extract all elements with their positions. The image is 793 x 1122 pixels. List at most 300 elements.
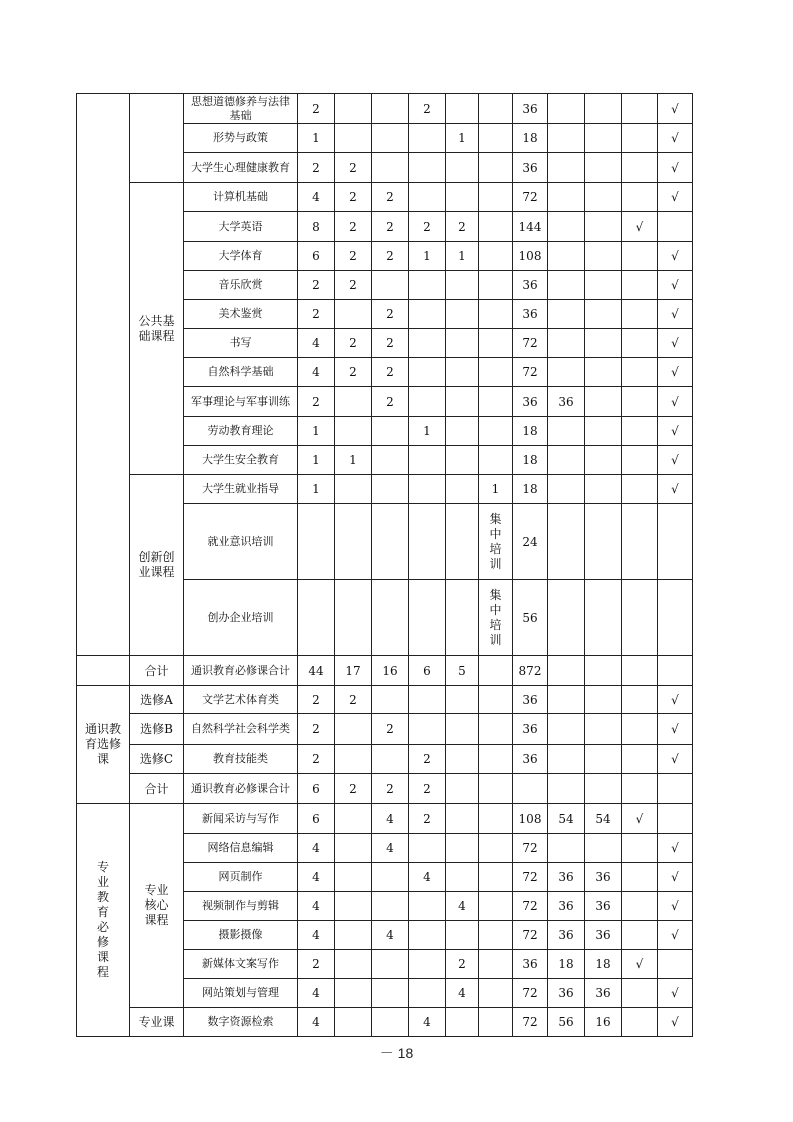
sem6-vertical-text: 集中培训 xyxy=(489,511,502,571)
sem3-hours-cell xyxy=(409,892,446,921)
assessment-mark-cell: √ xyxy=(658,745,693,774)
sem6-vertical-text: 集中培训 xyxy=(489,587,502,647)
exam-mark-cell xyxy=(622,1008,658,1037)
table-row xyxy=(77,804,693,834)
total-hours-cell: 36 xyxy=(513,153,548,183)
total-hours-cell: 72 xyxy=(513,834,548,863)
professional-core-label: 专业核心课程 xyxy=(144,883,169,927)
total-hours-cell: 36 xyxy=(513,271,548,300)
credits-cell: 1 xyxy=(298,446,335,475)
sem2-hours-cell: 2 xyxy=(372,714,409,745)
assessment-mark-cell: √ xyxy=(658,921,693,950)
sem2-hours-cell xyxy=(372,124,409,153)
theory-hours-cell: 36 xyxy=(548,863,585,892)
credits-cell: 8 xyxy=(298,212,335,242)
sem1-hours-cell xyxy=(335,950,372,979)
sem1-hours-cell xyxy=(335,124,372,153)
credits-cell xyxy=(298,580,335,656)
theory-hours-cell xyxy=(548,475,585,504)
theory-hours-cell: 18 xyxy=(548,950,585,979)
sem4-hours-cell xyxy=(446,329,479,358)
course-name-cell: 文学艺术体育类 xyxy=(184,686,298,714)
total-hours-cell: 18 xyxy=(513,124,548,153)
sem2-hours-cell xyxy=(372,686,409,714)
sem1-hours-cell xyxy=(335,714,372,745)
practice-hours-cell xyxy=(585,774,622,804)
sem3-hours-cell xyxy=(409,271,446,300)
sem3-hours-cell xyxy=(409,300,446,329)
sem5-hours-cell xyxy=(479,212,513,242)
sem1-hours-cell: 2 xyxy=(335,329,372,358)
practice-hours-cell: 18 xyxy=(585,950,622,979)
assessment-mark-cell xyxy=(658,580,693,656)
assessment-mark-cell: √ xyxy=(658,183,693,212)
category-general-elective xyxy=(77,686,130,804)
assessment-mark-cell xyxy=(658,774,693,804)
sem2-hours-cell: 2 xyxy=(372,329,409,358)
sem1-hours-cell: 1 xyxy=(335,446,372,475)
sem5-hours-cell xyxy=(479,153,513,183)
credits-cell: 4 xyxy=(298,1008,335,1037)
sem5-hours-cell xyxy=(479,834,513,863)
total-hours-cell: 18 xyxy=(513,475,548,504)
sem5-hours-cell xyxy=(479,714,513,745)
theory-hours-cell: 36 xyxy=(548,979,585,1008)
theory-hours-cell: 36 xyxy=(548,892,585,921)
exam-mark-cell xyxy=(622,94,658,124)
assessment-mark-cell: √ xyxy=(658,863,693,892)
assessment-mark-cell xyxy=(658,212,693,242)
course-name-cell: 自然科学基础 xyxy=(184,358,298,387)
sem5-hours-cell xyxy=(479,1008,513,1037)
sem5-hours-cell xyxy=(479,446,513,475)
table-row xyxy=(77,94,693,124)
sem3-hours-cell: 1 xyxy=(409,417,446,446)
exam-mark-cell xyxy=(622,124,658,153)
sem5-hours-cell xyxy=(479,892,513,921)
exam-mark-cell xyxy=(622,358,658,387)
practice-hours-cell xyxy=(585,358,622,387)
sem1-hours-cell xyxy=(335,504,372,580)
course-name-cell: 创办企业培训 xyxy=(184,580,298,656)
sem2-hours-cell: 2 xyxy=(372,183,409,212)
sem3-hours-cell xyxy=(409,714,446,745)
sem3-hours-cell xyxy=(409,475,446,504)
table-row xyxy=(77,1008,693,1037)
sem3-hours-cell xyxy=(409,921,446,950)
credits-cell: 2 xyxy=(298,745,335,774)
sem3-hours-cell xyxy=(409,358,446,387)
total-hours-cell: 108 xyxy=(513,804,548,834)
sem2-hours-cell: 2 xyxy=(372,300,409,329)
exam-mark-cell xyxy=(622,387,658,417)
assessment-mark-cell: √ xyxy=(658,271,693,300)
credits-cell: 4 xyxy=(298,863,335,892)
sem4-hours-cell xyxy=(446,183,479,212)
sem4-hours-cell xyxy=(446,745,479,774)
credits-cell: 4 xyxy=(298,892,335,921)
sem3-hours-cell xyxy=(409,504,446,580)
theory-hours-cell xyxy=(548,774,585,804)
theory-hours-cell xyxy=(548,242,585,271)
credits-cell: 2 xyxy=(298,950,335,979)
subcategory-public-basic xyxy=(130,183,184,475)
exam-mark-cell xyxy=(622,417,658,446)
assessment-mark-cell: √ xyxy=(658,242,693,271)
credits-cell: 2 xyxy=(298,387,335,417)
sem4-hours-cell xyxy=(446,863,479,892)
assessment-mark-cell: √ xyxy=(658,686,693,714)
total-hours-cell: 36 xyxy=(513,686,548,714)
practice-hours-cell xyxy=(585,183,622,212)
practice-hours-cell xyxy=(585,417,622,446)
sem1-hours-cell xyxy=(335,921,372,950)
exam-mark-cell xyxy=(622,446,658,475)
exam-mark-cell xyxy=(622,774,658,804)
practice-hours-cell xyxy=(585,271,622,300)
sem5-hours-cell xyxy=(479,417,513,446)
theory-hours-cell xyxy=(548,212,585,242)
theory-hours-cell xyxy=(548,580,585,656)
sem1-hours-cell: 2 xyxy=(335,242,372,271)
sem5-hours-cell xyxy=(479,921,513,950)
exam-mark-cell: √ xyxy=(622,212,658,242)
course-name-cell: 新闻采访与写作 xyxy=(184,804,298,834)
sem4-hours-cell xyxy=(446,153,479,183)
practice-hours-cell xyxy=(585,300,622,329)
curriculum-table xyxy=(76,93,693,1037)
sem1-hours-cell xyxy=(335,417,372,446)
sem4-hours-cell xyxy=(446,834,479,863)
sem4-hours-cell: 4 xyxy=(446,979,479,1008)
sem4-hours-cell xyxy=(446,271,479,300)
course-name-cell: 网络信息编辑 xyxy=(184,834,298,863)
total-hours-cell: 36 xyxy=(513,745,548,774)
practice-hours-cell xyxy=(585,686,622,714)
sem3-hours-cell: 4 xyxy=(409,1008,446,1037)
course-name-cell: 思想道德修养与法律基础 xyxy=(184,94,298,124)
table-row xyxy=(77,656,693,686)
theory-hours-cell xyxy=(548,271,585,300)
sem4-hours-cell xyxy=(446,921,479,950)
total-hours-cell: 36 xyxy=(513,94,548,124)
assessment-mark-cell: √ xyxy=(658,329,693,358)
practice-hours-cell xyxy=(585,242,622,271)
exam-mark-cell xyxy=(622,271,658,300)
course-name-cell: 数字资源检索 xyxy=(184,1008,298,1037)
course-name-cell: 教育技能类 xyxy=(184,745,298,774)
practice-hours-cell xyxy=(585,94,622,124)
table-row xyxy=(77,475,693,504)
sem3-hours-cell xyxy=(409,183,446,212)
assessment-mark-cell xyxy=(658,656,693,686)
sem5-hours-cell xyxy=(479,183,513,212)
course-name-cell: 美术鉴赏 xyxy=(184,300,298,329)
sem2-hours-cell xyxy=(372,863,409,892)
sem2-hours-cell xyxy=(372,153,409,183)
sem5-hours-cell xyxy=(479,686,513,714)
credits-cell: 1 xyxy=(298,417,335,446)
sem1-hours-cell xyxy=(335,863,372,892)
assessment-mark-cell xyxy=(658,804,693,834)
subcategory-elective-b: 选修B xyxy=(130,714,184,745)
credits-cell: 2 xyxy=(298,300,335,329)
sem5-hours-cell xyxy=(479,271,513,300)
assessment-mark-cell: √ xyxy=(658,387,693,417)
sem5-hours-cell xyxy=(479,580,513,656)
sem1-hours-cell: 2 xyxy=(335,271,372,300)
course-name-cell: 计算机基础 xyxy=(184,183,298,212)
total-hours-cell: 72 xyxy=(513,892,548,921)
subcategory-elective-a: 选修A xyxy=(130,686,184,714)
assessment-mark-cell: √ xyxy=(658,94,693,124)
practice-hours-cell xyxy=(585,714,622,745)
sem3-hours-cell xyxy=(409,124,446,153)
course-name-cell: 大学生就业指导 xyxy=(184,475,298,504)
sem4-hours-cell xyxy=(446,300,479,329)
general-elective-label: 通识教育选修课 xyxy=(84,722,121,766)
sem3-hours-cell xyxy=(409,950,446,979)
subcategory-professional-course: 专业课 xyxy=(130,1008,184,1037)
theory-hours-cell xyxy=(548,745,585,774)
sem1-hours-cell: 2 xyxy=(335,358,372,387)
assessment-mark-cell: √ xyxy=(658,417,693,446)
sem3-hours-cell: 2 xyxy=(409,774,446,804)
sem2-hours-cell xyxy=(372,446,409,475)
practice-hours-cell xyxy=(585,580,622,656)
sem3-hours-cell xyxy=(409,580,446,656)
sem5-hours-cell xyxy=(479,124,513,153)
professional-required-label: 专业教育必修课程 xyxy=(97,860,110,979)
sem1-hours-cell xyxy=(335,979,372,1008)
sem3-hours-cell: 6 xyxy=(409,656,446,686)
assessment-mark-cell: √ xyxy=(658,124,693,153)
subcategory-innovation xyxy=(130,475,184,656)
exam-mark-cell xyxy=(622,892,658,921)
sem1-hours-cell: 2 xyxy=(335,212,372,242)
sem1-hours-cell xyxy=(335,804,372,834)
practice-hours-cell xyxy=(585,124,622,153)
exam-mark-cell xyxy=(622,863,658,892)
sem2-hours-cell: 4 xyxy=(372,834,409,863)
exam-mark-cell xyxy=(622,504,658,580)
total-hours-cell: 56 xyxy=(513,580,548,656)
theory-hours-cell xyxy=(548,417,585,446)
sem5-hours-cell xyxy=(479,979,513,1008)
course-name-cell: 大学英语 xyxy=(184,212,298,242)
sem5-hours-cell xyxy=(479,745,513,774)
course-name-cell: 大学生安全教育 xyxy=(184,446,298,475)
sem1-hours-cell: 2 xyxy=(335,153,372,183)
sem5-hours-cell xyxy=(479,774,513,804)
sem4-hours-cell xyxy=(446,580,479,656)
subcategory-total-1: 合计 xyxy=(130,656,184,686)
sem3-hours-cell: 2 xyxy=(409,212,446,242)
innovation-label: 创新创业课程 xyxy=(138,550,175,579)
practice-hours-cell xyxy=(585,475,622,504)
theory-hours-cell: 36 xyxy=(548,921,585,950)
credits-cell: 2 xyxy=(298,686,335,714)
exam-mark-cell xyxy=(622,153,658,183)
course-name-cell: 新媒体文案写作 xyxy=(184,950,298,979)
sem4-hours-cell xyxy=(446,387,479,417)
theory-hours-cell xyxy=(548,153,585,183)
sem3-hours-cell: 2 xyxy=(409,94,446,124)
sem2-hours-cell: 2 xyxy=(372,212,409,242)
credits-cell: 1 xyxy=(298,124,335,153)
sem4-hours-cell: 1 xyxy=(446,124,479,153)
practice-hours-cell xyxy=(585,834,622,863)
theory-hours-cell xyxy=(548,686,585,714)
total-hours-cell: 72 xyxy=(513,358,548,387)
exam-mark-cell xyxy=(622,714,658,745)
exam-mark-cell xyxy=(622,300,658,329)
theory-hours-cell xyxy=(548,358,585,387)
sem2-hours-cell: 16 xyxy=(372,656,409,686)
sem4-hours-cell xyxy=(446,774,479,804)
practice-hours-cell xyxy=(585,656,622,686)
credits-cell: 6 xyxy=(298,774,335,804)
sem3-hours-cell xyxy=(409,446,446,475)
course-name-cell: 通识教育必修课合计 xyxy=(184,774,298,804)
assessment-mark-cell: √ xyxy=(658,475,693,504)
sem4-hours-cell xyxy=(446,358,479,387)
sem1-hours-cell xyxy=(335,580,372,656)
sem5-hours-cell xyxy=(479,358,513,387)
total-hours-cell: 144 xyxy=(513,212,548,242)
theory-hours-cell xyxy=(548,834,585,863)
public-basic-label: 公共基础课程 xyxy=(138,313,175,343)
course-name-cell: 就业意识培训 xyxy=(184,504,298,580)
total-hours-cell: 72 xyxy=(513,863,548,892)
sem5-hours-cell xyxy=(479,300,513,329)
theory-hours-cell xyxy=(548,94,585,124)
sem1-hours-cell: 2 xyxy=(335,183,372,212)
exam-mark-cell: √ xyxy=(622,804,658,834)
sem1-hours-cell xyxy=(335,94,372,124)
theory-hours-cell xyxy=(548,446,585,475)
sem4-hours-cell: 1 xyxy=(446,242,479,271)
exam-mark-cell xyxy=(622,580,658,656)
sem1-hours-cell xyxy=(335,1008,372,1037)
total-hours-cell: 24 xyxy=(513,504,548,580)
category-professional-required xyxy=(77,804,130,1037)
sem2-hours-cell: 2 xyxy=(372,387,409,417)
credits-cell: 44 xyxy=(298,656,335,686)
course-name-cell: 大学体育 xyxy=(184,242,298,271)
category-cell-empty-2 xyxy=(77,656,130,686)
sem1-hours-cell: 2 xyxy=(335,774,372,804)
credits-cell xyxy=(298,504,335,580)
sem2-hours-cell xyxy=(372,271,409,300)
practice-hours-cell: 36 xyxy=(585,892,622,921)
exam-mark-cell xyxy=(622,183,658,212)
sem2-hours-cell xyxy=(372,475,409,504)
total-hours-cell: 18 xyxy=(513,417,548,446)
sem3-hours-cell: 1 xyxy=(409,242,446,271)
credits-cell: 4 xyxy=(298,921,335,950)
total-hours-cell: 72 xyxy=(513,183,548,212)
course-name-cell: 形势与政策 xyxy=(184,124,298,153)
sem3-hours-cell xyxy=(409,153,446,183)
total-hours-cell: 72 xyxy=(513,921,548,950)
sem4-hours-cell xyxy=(446,94,479,124)
sem2-hours-cell xyxy=(372,950,409,979)
practice-hours-cell: 36 xyxy=(585,979,622,1008)
sem4-hours-cell xyxy=(446,446,479,475)
sem4-hours-cell: 2 xyxy=(446,950,479,979)
sem2-hours-cell xyxy=(372,94,409,124)
course-name-cell: 网页制作 xyxy=(184,863,298,892)
sem2-hours-cell: 4 xyxy=(372,804,409,834)
total-hours-cell: 36 xyxy=(513,387,548,417)
theory-hours-cell xyxy=(548,329,585,358)
assessment-mark-cell xyxy=(658,504,693,580)
practice-hours-cell xyxy=(585,387,622,417)
exam-mark-cell: √ xyxy=(622,950,658,979)
assessment-mark-cell: √ xyxy=(658,358,693,387)
credits-cell: 4 xyxy=(298,979,335,1008)
sem1-hours-cell xyxy=(335,300,372,329)
sem3-hours-cell xyxy=(409,387,446,417)
assessment-mark-cell: √ xyxy=(658,834,693,863)
exam-mark-cell xyxy=(622,656,658,686)
theory-hours-cell xyxy=(548,504,585,580)
exam-mark-cell xyxy=(622,834,658,863)
sem4-hours-cell xyxy=(446,686,479,714)
exam-mark-cell xyxy=(622,242,658,271)
sem4-hours-cell: 4 xyxy=(446,892,479,921)
total-hours-cell xyxy=(513,774,548,804)
course-name-cell: 大学生心理健康教育 xyxy=(184,153,298,183)
practice-hours-cell: 36 xyxy=(585,863,622,892)
assessment-mark-cell: √ xyxy=(658,300,693,329)
table-row xyxy=(77,745,693,774)
total-hours-cell: 872 xyxy=(513,656,548,686)
course-name-cell: 音乐欣赏 xyxy=(184,271,298,300)
sem4-hours-cell xyxy=(446,714,479,745)
sem5-hours-cell xyxy=(479,329,513,358)
exam-mark-cell xyxy=(622,329,658,358)
course-name-cell: 视频制作与剪辑 xyxy=(184,892,298,921)
credits-cell: 2 xyxy=(298,714,335,745)
subcategory-cell-empty xyxy=(130,94,184,183)
table-row xyxy=(77,774,693,804)
total-hours-cell: 36 xyxy=(513,714,548,745)
course-name-cell: 网站策划与管理 xyxy=(184,979,298,1008)
assessment-mark-cell xyxy=(658,950,693,979)
practice-hours-cell xyxy=(585,153,622,183)
assessment-mark-cell: √ xyxy=(658,892,693,921)
sem4-hours-cell xyxy=(446,804,479,834)
course-name-cell: 摄影摄像 xyxy=(184,921,298,950)
sem5-hours-cell xyxy=(479,656,513,686)
sem5-hours-cell xyxy=(479,504,513,580)
sem4-hours-cell xyxy=(446,504,479,580)
table-row xyxy=(77,686,693,714)
sem2-hours-cell: 2 xyxy=(372,774,409,804)
sem1-hours-cell: 17 xyxy=(335,656,372,686)
practice-hours-cell xyxy=(585,504,622,580)
practice-hours-cell: 36 xyxy=(585,921,622,950)
sem2-hours-cell xyxy=(372,979,409,1008)
credits-cell: 6 xyxy=(298,242,335,271)
theory-hours-cell xyxy=(548,300,585,329)
theory-hours-cell xyxy=(548,714,585,745)
sem4-hours-cell: 5 xyxy=(446,656,479,686)
sem1-hours-cell xyxy=(335,892,372,921)
total-hours-cell: 36 xyxy=(513,950,548,979)
